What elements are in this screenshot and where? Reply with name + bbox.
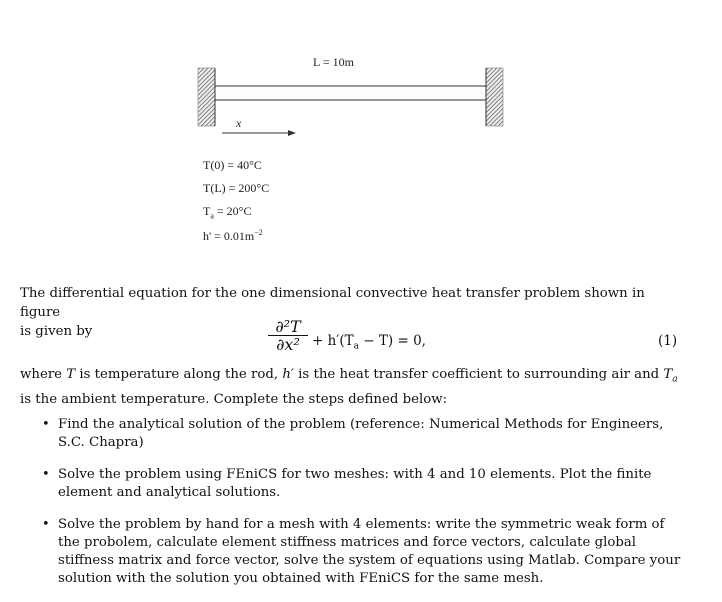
length-label: L = 10m [313,55,354,69]
equation-rest: + $h'(T_a - T) = 0$, [312,333,426,352]
left-wall [198,68,215,126]
intro-line-1: The differential equation for the one dimensional convective heat transfer problem shown in figure [20,286,645,320]
task-item: • Solve the problem using FEniCS for two meshes: with 4 and 10 elements. Plot the finite element and analytical solutions. [20,466,690,502]
right-wall [486,68,503,126]
condition-t0: T(0) = 40°C [203,158,262,172]
condition-ta: $T_a = 20^\circ C$ [203,204,252,221]
definition-line-1: where T is temperature along the rod, h′ is the heat transfer coefficient to surrounding air and $T_a$ [20,367,678,385]
condition-h: $h' = 0.01m^{-2}$ [203,228,263,243]
definition-line-2: is the ambient temperature. Complete the steps defined below: [20,391,448,407]
task-list [20,416,690,602]
definition-paragraph [20,365,682,409]
task-item: • Solve the problem by hand for a mesh with 4 elements: write the symmetric weak form of the probolem, calculate element stiffness matrices and force vectors, calculate global stiffness matrix and force vector, solve the system of equations using Matlab. Compare your solution with the solution you obtained with FEniCS for the same mesh. [20,516,690,588]
equation-denominator: ∂x² [276,335,300,354]
rod-figure [0,0,722,250]
intro-line-2: is given by [20,324,93,339]
equation-fraction [268,318,308,353]
equation-number: (1) [658,333,678,349]
rod [215,86,486,100]
task-item: • Find the analytical solution of the problem (reference: Numerical Methods for Engineers, S.C. Chapra) [20,416,690,452]
equation-numerator: ∂²T [268,318,308,336]
condition-tl: T(L) = 200°C [203,181,270,195]
x-label: x [236,116,242,130]
